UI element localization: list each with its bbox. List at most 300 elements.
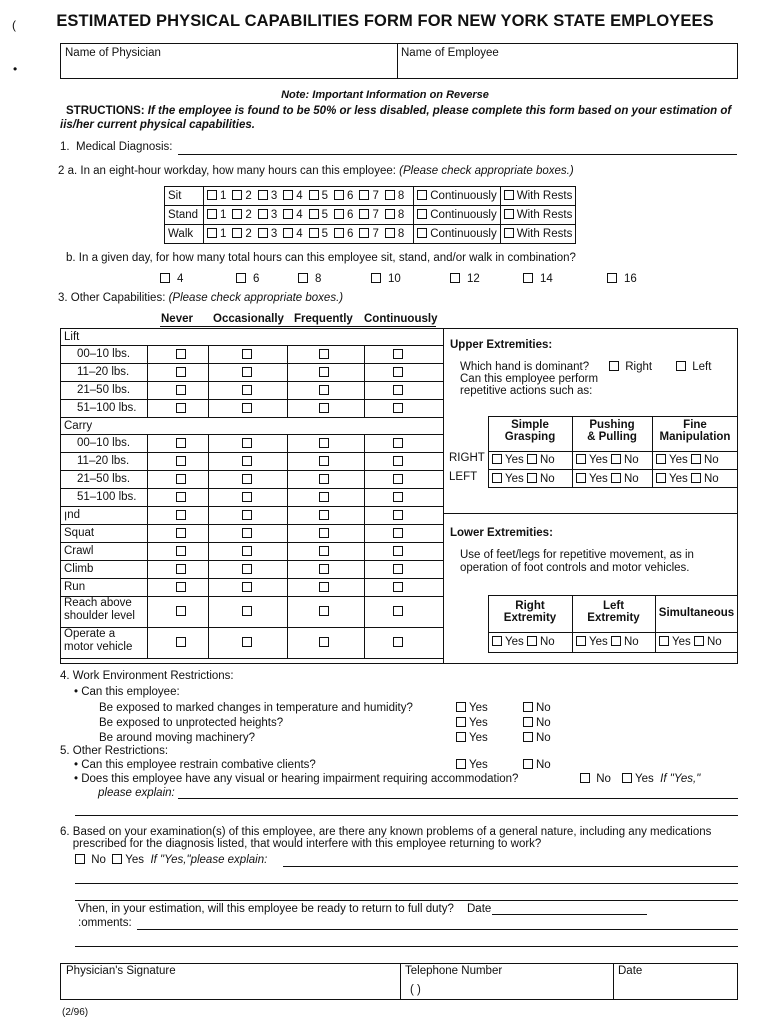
label: 7 xyxy=(372,209,379,221)
checkbox[interactable] xyxy=(319,528,329,538)
checkbox[interactable] xyxy=(609,361,619,371)
row-divider xyxy=(488,469,738,470)
label: Continuously xyxy=(430,228,497,240)
capability-row xyxy=(60,399,444,417)
checkbox[interactable] xyxy=(607,273,617,283)
checkbox[interactable] xyxy=(393,474,403,484)
checkbox[interactable] xyxy=(242,438,252,448)
hour-option[interactable] xyxy=(207,228,226,240)
checkbox[interactable] xyxy=(523,273,533,283)
label: Left xyxy=(602,600,625,612)
checkbox[interactable] xyxy=(456,759,466,769)
q4-no[interactable] xyxy=(523,732,551,744)
hour-option[interactable] xyxy=(385,190,404,202)
checkbox[interactable] xyxy=(656,454,666,464)
capability-label xyxy=(77,383,130,397)
capability-label xyxy=(64,544,93,558)
checkbox[interactable] xyxy=(176,367,186,377)
hour-option[interactable] xyxy=(258,190,277,202)
checkbox[interactable] xyxy=(417,209,427,219)
total-hours-option[interactable] xyxy=(236,273,259,285)
column-divider xyxy=(208,488,209,506)
checkbox[interactable] xyxy=(659,636,669,646)
checkbox[interactable] xyxy=(160,273,170,283)
label: 6 xyxy=(253,273,260,285)
checkbox[interactable] xyxy=(298,273,308,283)
yes-no-pair[interactable] xyxy=(656,454,719,466)
yes-no-pair[interactable] xyxy=(576,636,639,648)
explain-line[interactable] xyxy=(75,900,738,901)
yes-no-pair[interactable] xyxy=(576,454,639,466)
label: Simple xyxy=(511,419,549,431)
hour-option[interactable] xyxy=(283,209,302,221)
checkbox[interactable] xyxy=(611,636,621,646)
checkbox[interactable] xyxy=(504,228,514,238)
q4-yes[interactable] xyxy=(456,717,488,729)
label: Grasping xyxy=(504,431,556,443)
checkbox[interactable] xyxy=(283,209,293,219)
checkbox[interactable] xyxy=(576,636,586,646)
lower-col-header xyxy=(655,607,738,619)
checkbox[interactable] xyxy=(385,228,395,238)
label: 3 xyxy=(270,190,278,202)
upper-col-header xyxy=(652,419,738,443)
checkbox[interactable] xyxy=(504,190,514,200)
activity-cell xyxy=(165,206,204,225)
yes-no-pair[interactable] xyxy=(576,473,639,485)
capability-row xyxy=(60,627,444,658)
checkbox[interactable] xyxy=(393,606,403,616)
hour-option[interactable] xyxy=(385,228,404,240)
checkbox[interactable] xyxy=(176,564,186,574)
hour-option[interactable] xyxy=(207,190,226,202)
checkbox[interactable] xyxy=(236,273,246,283)
return-question: Vhen, in your estimation, will this employee be ready to return to full duty? xyxy=(78,903,454,915)
checkbox[interactable] xyxy=(450,273,460,283)
checkbox[interactable] xyxy=(242,474,252,484)
label: Crawl xyxy=(64,545,94,557)
checkbox[interactable] xyxy=(176,606,186,616)
total-hours-option[interactable] xyxy=(160,273,183,285)
checkbox[interactable] xyxy=(393,438,403,448)
column-divider xyxy=(208,399,209,417)
checkbox[interactable] xyxy=(232,209,242,219)
label: 8 xyxy=(397,190,405,202)
label: 3 xyxy=(270,209,278,221)
checkbox[interactable] xyxy=(258,209,268,219)
checkbox[interactable] xyxy=(242,385,252,395)
checkbox[interactable] xyxy=(75,854,85,864)
checkbox[interactable] xyxy=(319,385,329,395)
col-divider xyxy=(655,595,656,653)
capability-label xyxy=(77,347,130,361)
checkbox[interactable] xyxy=(576,454,586,464)
hour-option[interactable] xyxy=(283,190,302,202)
return-date-line[interactable] xyxy=(492,914,647,915)
column-divider xyxy=(208,524,209,542)
checkbox[interactable] xyxy=(242,546,252,556)
checkbox[interactable] xyxy=(176,492,186,502)
q5-restrain-yes[interactable]: Yes xyxy=(456,759,488,771)
column-divider xyxy=(287,363,288,381)
hour-option[interactable] xyxy=(309,190,328,202)
label: 5 xyxy=(321,228,329,240)
label: Yes xyxy=(672,636,691,648)
column-divider xyxy=(208,452,209,470)
column-divider xyxy=(147,524,148,542)
column-divider xyxy=(287,381,288,399)
hour-option[interactable] xyxy=(258,209,277,221)
q5-impair-yes[interactable]: Yes If "Yes," xyxy=(622,773,700,785)
checkbox[interactable] xyxy=(456,717,466,727)
checkbox[interactable] xyxy=(580,773,590,783)
dominant-question: Which hand is dominant? xyxy=(460,361,590,373)
label: 11–20 lbs. xyxy=(77,366,130,378)
q5-restrain-no[interactable]: No xyxy=(523,759,551,771)
checkbox[interactable] xyxy=(527,636,537,646)
checkbox[interactable] xyxy=(319,637,329,647)
checkbox[interactable] xyxy=(176,456,186,466)
explain-line[interactable] xyxy=(75,883,738,884)
capability-label xyxy=(64,508,80,522)
label: 6 xyxy=(347,209,354,221)
checkbox[interactable] xyxy=(393,403,403,413)
q4-yes[interactable] xyxy=(456,702,488,714)
checkbox[interactable] xyxy=(527,473,537,483)
label: motor vehicle xyxy=(64,641,133,653)
label: No xyxy=(536,702,551,714)
total-hours-option[interactable] xyxy=(371,273,401,285)
checkbox[interactable] xyxy=(523,702,533,712)
checkbox[interactable] xyxy=(492,473,502,483)
label: Yes xyxy=(505,454,524,466)
checkbox[interactable] xyxy=(359,190,369,200)
label: Yes xyxy=(505,473,524,485)
total-hours-option[interactable] xyxy=(523,273,553,285)
hour-option[interactable] xyxy=(359,228,378,240)
hour-option[interactable] xyxy=(207,209,226,221)
checkbox[interactable] xyxy=(456,702,466,712)
hours-row xyxy=(165,225,576,244)
column-divider xyxy=(147,560,148,578)
q4-yes[interactable] xyxy=(456,732,488,744)
label: 1 xyxy=(220,228,227,240)
label: Extremity xyxy=(503,612,557,624)
checkbox[interactable] xyxy=(656,473,666,483)
checkbox[interactable] xyxy=(371,273,381,283)
checkbox[interactable] xyxy=(523,759,533,769)
label: No xyxy=(539,454,555,466)
explain-line[interactable] xyxy=(283,866,738,867)
yes-no-pair[interactable] xyxy=(492,636,555,648)
checkbox[interactable] xyxy=(176,474,186,484)
checkbox[interactable] xyxy=(176,385,186,395)
label: 8 xyxy=(397,228,405,240)
checkbox[interactable] xyxy=(319,456,329,466)
diagnosis-line[interactable] xyxy=(178,154,737,155)
checkbox[interactable] xyxy=(334,190,344,200)
capability-row xyxy=(60,596,444,627)
total-hours-option[interactable] xyxy=(298,273,321,285)
checkbox[interactable] xyxy=(258,228,268,238)
checkbox[interactable] xyxy=(676,361,686,371)
q3-label: 3. Other Capabilities: (Please check appropriate boxes.) xyxy=(58,292,344,304)
checkbox[interactable] xyxy=(456,732,466,742)
checkbox[interactable] xyxy=(691,473,701,483)
checkbox[interactable] xyxy=(112,854,122,864)
hour-option[interactable] xyxy=(309,228,328,240)
comments-label: :omments: xyxy=(78,917,132,929)
q5-impair-no[interactable]: No xyxy=(580,773,611,785)
checkbox[interactable] xyxy=(309,190,319,200)
checkbox[interactable] xyxy=(242,510,252,520)
checkbox[interactable] xyxy=(319,349,329,359)
checkbox[interactable] xyxy=(319,367,329,377)
lower-title: Lower Extremities: xyxy=(450,527,553,539)
checkbox[interactable] xyxy=(417,228,427,238)
yes-no-pair[interactable] xyxy=(492,473,555,485)
label: Walk xyxy=(168,228,194,240)
return-date-label: Date xyxy=(467,903,492,915)
total-hours-option[interactable] xyxy=(450,273,480,285)
checkbox[interactable] xyxy=(523,732,533,742)
column-divider xyxy=(208,560,209,578)
checkbox[interactable] xyxy=(319,546,329,556)
capability-row xyxy=(60,524,444,542)
q4-no[interactable] xyxy=(523,717,551,729)
checkbox[interactable] xyxy=(242,492,252,502)
checkbox[interactable] xyxy=(242,403,252,413)
checkbox[interactable] xyxy=(176,438,186,448)
checkbox[interactable] xyxy=(393,582,403,592)
checkbox[interactable] xyxy=(393,528,403,538)
total-hours-option[interactable] xyxy=(607,273,637,285)
column-divider xyxy=(364,452,365,470)
checkbox[interactable] xyxy=(611,454,621,464)
hour-option[interactable] xyxy=(385,209,404,221)
checkbox[interactable] xyxy=(309,209,319,219)
physician-name-field[interactable]: Name of Physician xyxy=(65,47,161,59)
label: 8 xyxy=(397,209,405,221)
checkbox[interactable] xyxy=(207,209,217,219)
hour-option[interactable] xyxy=(309,209,328,221)
label: 6 xyxy=(347,228,354,240)
checkbox[interactable] xyxy=(523,717,533,727)
frequency-header xyxy=(213,313,284,325)
checkbox[interactable] xyxy=(319,564,329,574)
explain-line[interactable] xyxy=(75,815,738,816)
explain-line[interactable] xyxy=(178,798,738,799)
label: Reach above xyxy=(64,597,132,609)
comments-line[interactable] xyxy=(75,946,738,947)
q2b-label: b. In a given day, for how many total hours can this employee sit, stand, and/or walk in combination? xyxy=(66,252,576,264)
q4-label: 4. Work Environment Restrictions: xyxy=(60,670,234,682)
hour-option[interactable] xyxy=(232,190,251,202)
checkbox[interactable] xyxy=(393,349,403,359)
hour-option[interactable] xyxy=(334,209,353,221)
capability-label xyxy=(64,562,93,576)
checkbox[interactable] xyxy=(319,582,329,592)
yes-no-pair[interactable] xyxy=(656,473,719,485)
checkbox[interactable] xyxy=(242,582,252,592)
capability-label xyxy=(64,526,94,540)
checkbox[interactable] xyxy=(232,228,242,238)
checkbox[interactable] xyxy=(176,349,186,359)
checkbox[interactable] xyxy=(242,564,252,574)
label: Run xyxy=(64,581,86,593)
label: Simultaneous xyxy=(658,607,735,619)
label: No xyxy=(539,636,555,648)
checkbox[interactable] xyxy=(242,456,252,466)
row-divider xyxy=(488,487,738,488)
checkbox[interactable] xyxy=(393,367,403,377)
column-divider xyxy=(147,627,148,658)
label: 5 xyxy=(321,190,329,202)
capability-label xyxy=(77,454,129,468)
column-divider xyxy=(208,627,209,658)
checkbox[interactable] xyxy=(309,228,319,238)
label: 2 xyxy=(245,228,252,240)
hour-option[interactable] xyxy=(232,228,251,240)
checkbox[interactable] xyxy=(417,190,427,200)
telephone-field[interactable]: Telephone Number xyxy=(405,965,503,977)
label: 7 xyxy=(372,190,379,202)
lower-col-header xyxy=(572,600,655,624)
label: No xyxy=(623,636,639,648)
label: No xyxy=(539,473,555,485)
checkbox[interactable] xyxy=(319,438,329,448)
checkbox[interactable] xyxy=(242,367,252,377)
q4-item xyxy=(99,717,283,729)
checkbox[interactable] xyxy=(334,209,344,219)
checkbox[interactable] xyxy=(492,454,502,464)
checkbox[interactable] xyxy=(576,473,586,483)
checkbox[interactable] xyxy=(283,228,293,238)
column-divider xyxy=(147,381,148,399)
checkbox[interactable] xyxy=(334,228,344,238)
comments-line[interactable] xyxy=(137,929,738,930)
checkbox[interactable] xyxy=(622,773,632,783)
hour-option[interactable] xyxy=(258,228,277,240)
signature-field[interactable]: Physician's Signature xyxy=(66,965,176,977)
capability-row xyxy=(60,470,444,488)
checkbox[interactable] xyxy=(385,209,395,219)
label: Be exposed to unprotected heights? xyxy=(99,717,284,729)
column-divider xyxy=(287,596,288,627)
checkbox[interactable] xyxy=(385,190,395,200)
checkbox[interactable] xyxy=(319,510,329,520)
hour-option[interactable] xyxy=(334,228,353,240)
hour-option[interactable] xyxy=(283,228,302,240)
checkbox[interactable] xyxy=(691,454,701,464)
date-field[interactable]: Date xyxy=(618,965,643,977)
checkbox[interactable] xyxy=(393,492,403,502)
checkbox[interactable] xyxy=(319,474,329,484)
label: Continuously xyxy=(430,190,497,202)
dominant-left[interactable]: Left xyxy=(676,361,711,373)
checkbox[interactable] xyxy=(176,582,186,592)
checkbox[interactable] xyxy=(359,228,369,238)
label: Operate a xyxy=(64,628,116,640)
column-divider xyxy=(287,452,288,470)
checkbox[interactable] xyxy=(504,209,514,219)
employee-name-field[interactable]: Name of Employee xyxy=(401,47,499,59)
label: Carry xyxy=(64,420,93,432)
checkbox[interactable] xyxy=(232,190,242,200)
yes-no-pair[interactable] xyxy=(492,454,555,466)
checkbox[interactable] xyxy=(319,492,329,502)
checkbox[interactable] xyxy=(319,403,329,413)
label: No xyxy=(703,454,719,466)
label: Yes xyxy=(469,702,488,714)
label: Yes xyxy=(505,636,524,648)
checkbox[interactable] xyxy=(694,636,704,646)
q4-no[interactable] xyxy=(523,702,551,714)
q6-text: 6. Based on your examination(s) of this employee, are there any known problems of a general nature, including any medications prescribed for the diagnosis listed, that would interfere with this employee returning to work? xyxy=(60,826,712,850)
checkbox[interactable] xyxy=(242,349,252,359)
hour-option[interactable] xyxy=(232,209,251,221)
checkbox[interactable] xyxy=(393,637,403,647)
checkbox[interactable] xyxy=(176,403,186,413)
label: 00–10 lbs. xyxy=(77,348,131,360)
frequency-header xyxy=(161,313,193,325)
checkbox[interactable] xyxy=(176,546,186,556)
checkbox[interactable] xyxy=(176,637,186,647)
checkbox[interactable] xyxy=(242,528,252,538)
q5-label: 5. Other Restrictions: xyxy=(60,745,169,757)
column-divider xyxy=(147,452,148,470)
checkbox[interactable] xyxy=(283,190,293,200)
column-divider xyxy=(364,524,365,542)
hour-option[interactable] xyxy=(334,190,353,202)
checkbox[interactable] xyxy=(258,190,268,200)
checkbox[interactable] xyxy=(393,564,403,574)
dominant-right[interactable]: Right xyxy=(609,361,652,373)
checkbox[interactable] xyxy=(527,454,537,464)
checkbox[interactable] xyxy=(207,190,217,200)
rests-cell xyxy=(500,225,576,244)
column-divider xyxy=(208,434,209,452)
checkbox[interactable] xyxy=(393,385,403,395)
checkbox[interactable] xyxy=(242,637,252,647)
checkbox[interactable] xyxy=(393,546,403,556)
label: 00–10 lbs. xyxy=(77,437,131,449)
q4-item xyxy=(99,732,255,744)
checkbox[interactable] xyxy=(492,636,502,646)
label: Pushing xyxy=(589,419,635,431)
checkbox[interactable] xyxy=(359,209,369,219)
capability-label xyxy=(64,628,132,654)
hour-option[interactable] xyxy=(359,209,378,221)
checkbox[interactable] xyxy=(393,456,403,466)
checkbox[interactable] xyxy=(207,228,217,238)
checkbox[interactable] xyxy=(393,510,403,520)
checkbox[interactable] xyxy=(319,606,329,616)
label: Continuously xyxy=(430,209,497,221)
checkbox[interactable] xyxy=(611,473,621,483)
column-divider xyxy=(287,345,288,363)
column-divider xyxy=(364,434,365,452)
label: 4 xyxy=(296,228,303,240)
label: Be around moving machinery? xyxy=(99,732,255,744)
column-divider xyxy=(287,470,288,488)
yes-no-pair[interactable] xyxy=(659,636,722,648)
hour-option[interactable] xyxy=(359,190,378,202)
checkbox[interactable] xyxy=(176,528,186,538)
checkbox[interactable] xyxy=(242,606,252,616)
instructions-line2: iis/her current physical capabilities. xyxy=(60,119,255,131)
checkbox[interactable] xyxy=(176,510,186,520)
